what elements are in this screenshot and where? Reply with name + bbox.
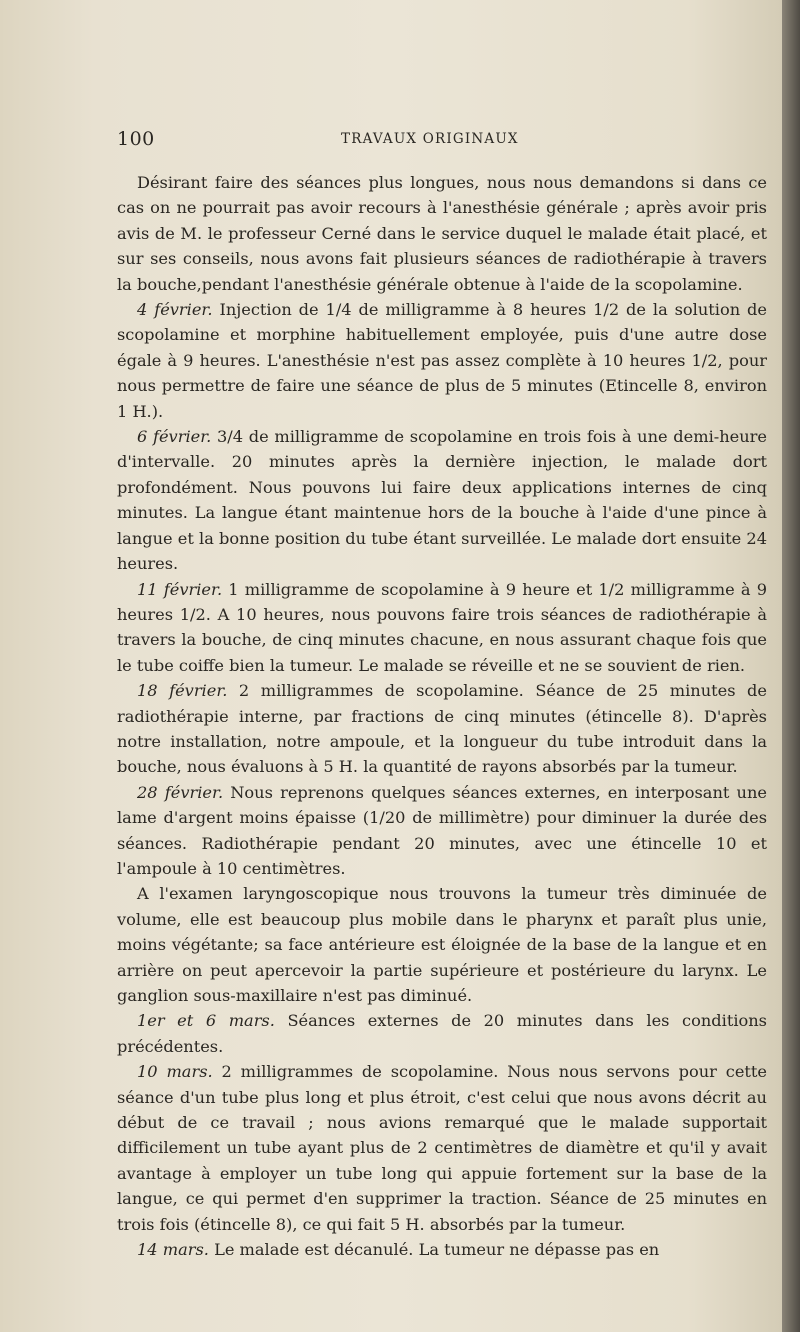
paragraph [117,1059,767,1237]
entry-date: 6 février. [137,427,212,447]
body-text [117,170,767,1262]
running-title: TRAVAUX ORIGINAUX [341,131,519,147]
paragraph-text: Séances externes de 20 minutes dans les conditions précédentes. [117,1011,767,1056]
paragraph-text: 2 milligrammes de scopolamine. Nous nous servons pour cette séance d'un tube plus long et plus étroit, c'est celui que nous avons décrit au début de ce travail ; nous avions remarqué que le malade supportait difficilement un tube ayant plus de 2 centimètres de diamètre et qu'il y avait avantage à employer un tube long qui appuie fortement sur la base de la langue, ce qui permet d'en supprimer la traction. Séance de 25 minutes en trois fois (étincelle 8), ce qui fait 5 H. absorbés par la tumeur. [117,1062,768,1234]
paragraph [117,297,767,424]
page-number: 100 [117,128,155,150]
page-edge-shadow [782,0,800,1332]
running-head [117,128,722,152]
paragraph-text: Nous reprenons quelques séances externes, en interposant une lame d'argent moins épaisse (1/20 de millimètre) pour diminuer la durée des séances. Radiothérapie pendant 20 minutes, avec une étincelle 10 et l'ampoule à 10 centimètres. [117,782,767,878]
entry-date: 11 février. [137,579,223,599]
entry-date: 18 février. [137,681,228,701]
paragraph-text: Injection de 1/4 de milligramme à 8 heures 1/2 de la solution de scopolamine et morphine habituellement employée, puis d'une autre dose égale à 9 heures. L'anesthésie n'est pas assez complète à 10 heures 1/2, pour nous permettre de faire une séance de plus de 5 minutes (Etincelle 8, environ 1 H.). [117,300,767,421]
entry-date: 1er et 6 mars. [137,1011,275,1031]
paragraph-text: 1 milligramme de scopolamine à 9 heure et 1/2 milligramme à 9 heures 1/2. A 10 heures, nous pouvons faire trois séances de radiothérapie à travers la bouche, de cinq minutes chacune, en nous assurant chaque fois que le tube coiffe bien la tumeur. Le malade se réveille et ne se souvient de rien. [117,579,767,675]
paragraph [117,1008,767,1059]
paragraph [117,170,767,297]
entry-date: 14 mars. [137,1240,209,1260]
entry-date: 4 février. [137,300,213,320]
paragraph [117,780,767,882]
paragraph-text: 3/4 de milligramme de scopolamine en trois fois à une demi-heure d'intervalle. 20 minutes après la dernière injection, le malade dort profondément. Nous pouvons lui faire deux applications internes de cinq minutes. La langue étant maintenue hors de la bouche à l'aide d'une pince à langue et la bonne position du tube étant surveillée. Le malade dort ensuite 24 heures. [117,427,767,574]
paragraph [117,678,767,780]
paragraph [117,577,767,679]
paragraph-text: Le malade est décanulé. La tumeur ne dépasse pas en [208,1240,660,1260]
paragraph [117,1237,767,1262]
paragraph-text: Désirant faire des séances plus longues, nous nous demandons si dans ce cas on ne pourrait pas avoir recours à l'anesthésie générale ; après avoir pris avis de M. le professeur Cerné dans le service duquel le malade était placé, et sur ses conseils, nous avons fait plusieurs séances de radiothérapie à travers la bouche,pendant l'anesthésie générale obtenue à l'aide de la scopolamine. [117,173,767,294]
paragraph-text: A l'examen laryngoscopique nous trouvons la tumeur très diminuée de volume, elle est beaucoup plus mobile dans le pharynx et paraît plus unie, moins végétante; sa face antérieure est éloignée de la base de la langue et en arrière on peut apercevoir la partie supérieure et postérieure du larynx. Le ganglion sous-maxillaire n'est pas diminué. [117,884,767,1005]
entry-date: 10 mars. [137,1062,213,1082]
paragraph [117,424,767,576]
entry-date: 28 février. [137,782,224,802]
paragraph-text: 2 milligrammes de scopolamine. Séance de 25 minutes de radiothérapie interne, par fractions de cinq minutes (étincelle 8). D'après notre installation, notre ampoule, et la longueur du tube introduit dans la bouche, nous évaluons à 5 H. la quantité de rayons absorbés par la tumeur. [117,681,767,777]
paragraph [117,881,767,1008]
